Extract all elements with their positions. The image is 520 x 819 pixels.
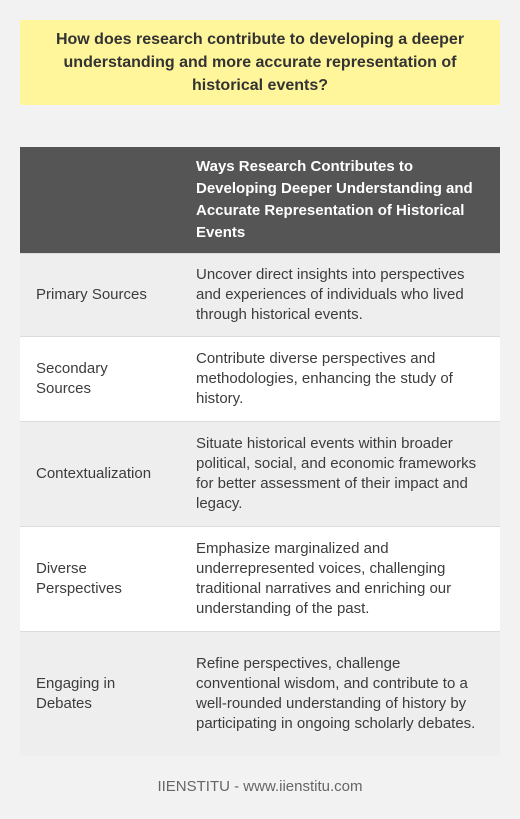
row-topic: Diverse Perspectives bbox=[20, 527, 180, 632]
table-row bbox=[20, 527, 500, 632]
table-row bbox=[20, 632, 500, 757]
row-description: Uncover direct insights into perspectives and experiences of individuals who lived through historical events. bbox=[180, 254, 500, 337]
table-row bbox=[20, 254, 500, 337]
question-box bbox=[20, 20, 500, 105]
row-topic: Primary Sources bbox=[20, 254, 180, 337]
question-title: How does research contribute to developing a deeper understanding and more accurate representation of historical events? bbox=[55, 31, 465, 94]
row-topic: Contextualization bbox=[20, 422, 180, 527]
row-description: Situate historical events within broader political, social, and economic frameworks for better assessment of their impact and legacy. bbox=[180, 422, 500, 527]
row-topic: Secondary Sources bbox=[20, 337, 180, 422]
row-description: Refine perspectives, challenge conventional wisdom, and contribute to a well-rounded understanding of history by participating in ongoing scholarly debates. bbox=[180, 632, 500, 757]
row-topic: Engaging in Debates bbox=[20, 632, 180, 757]
table-header-row bbox=[20, 147, 500, 254]
row-description: Emphasize marginalized and underrepresented voices, challenging traditional narratives and enriching our understanding of the past. bbox=[180, 527, 500, 632]
research-contributions-table bbox=[20, 147, 500, 756]
table-row bbox=[20, 337, 500, 422]
footer-credit: IIENSTITU - www.iienstitu.com bbox=[157, 778, 363, 795]
table-header-topic bbox=[20, 147, 180, 254]
table-header-description: Ways Research Contributes to Developing Deeper Understanding and Accurate Representation of Historical Events bbox=[180, 147, 500, 254]
row-description: Contribute diverse perspectives and methodologies, enhancing the study of history. bbox=[180, 337, 500, 422]
table-row bbox=[20, 422, 500, 527]
